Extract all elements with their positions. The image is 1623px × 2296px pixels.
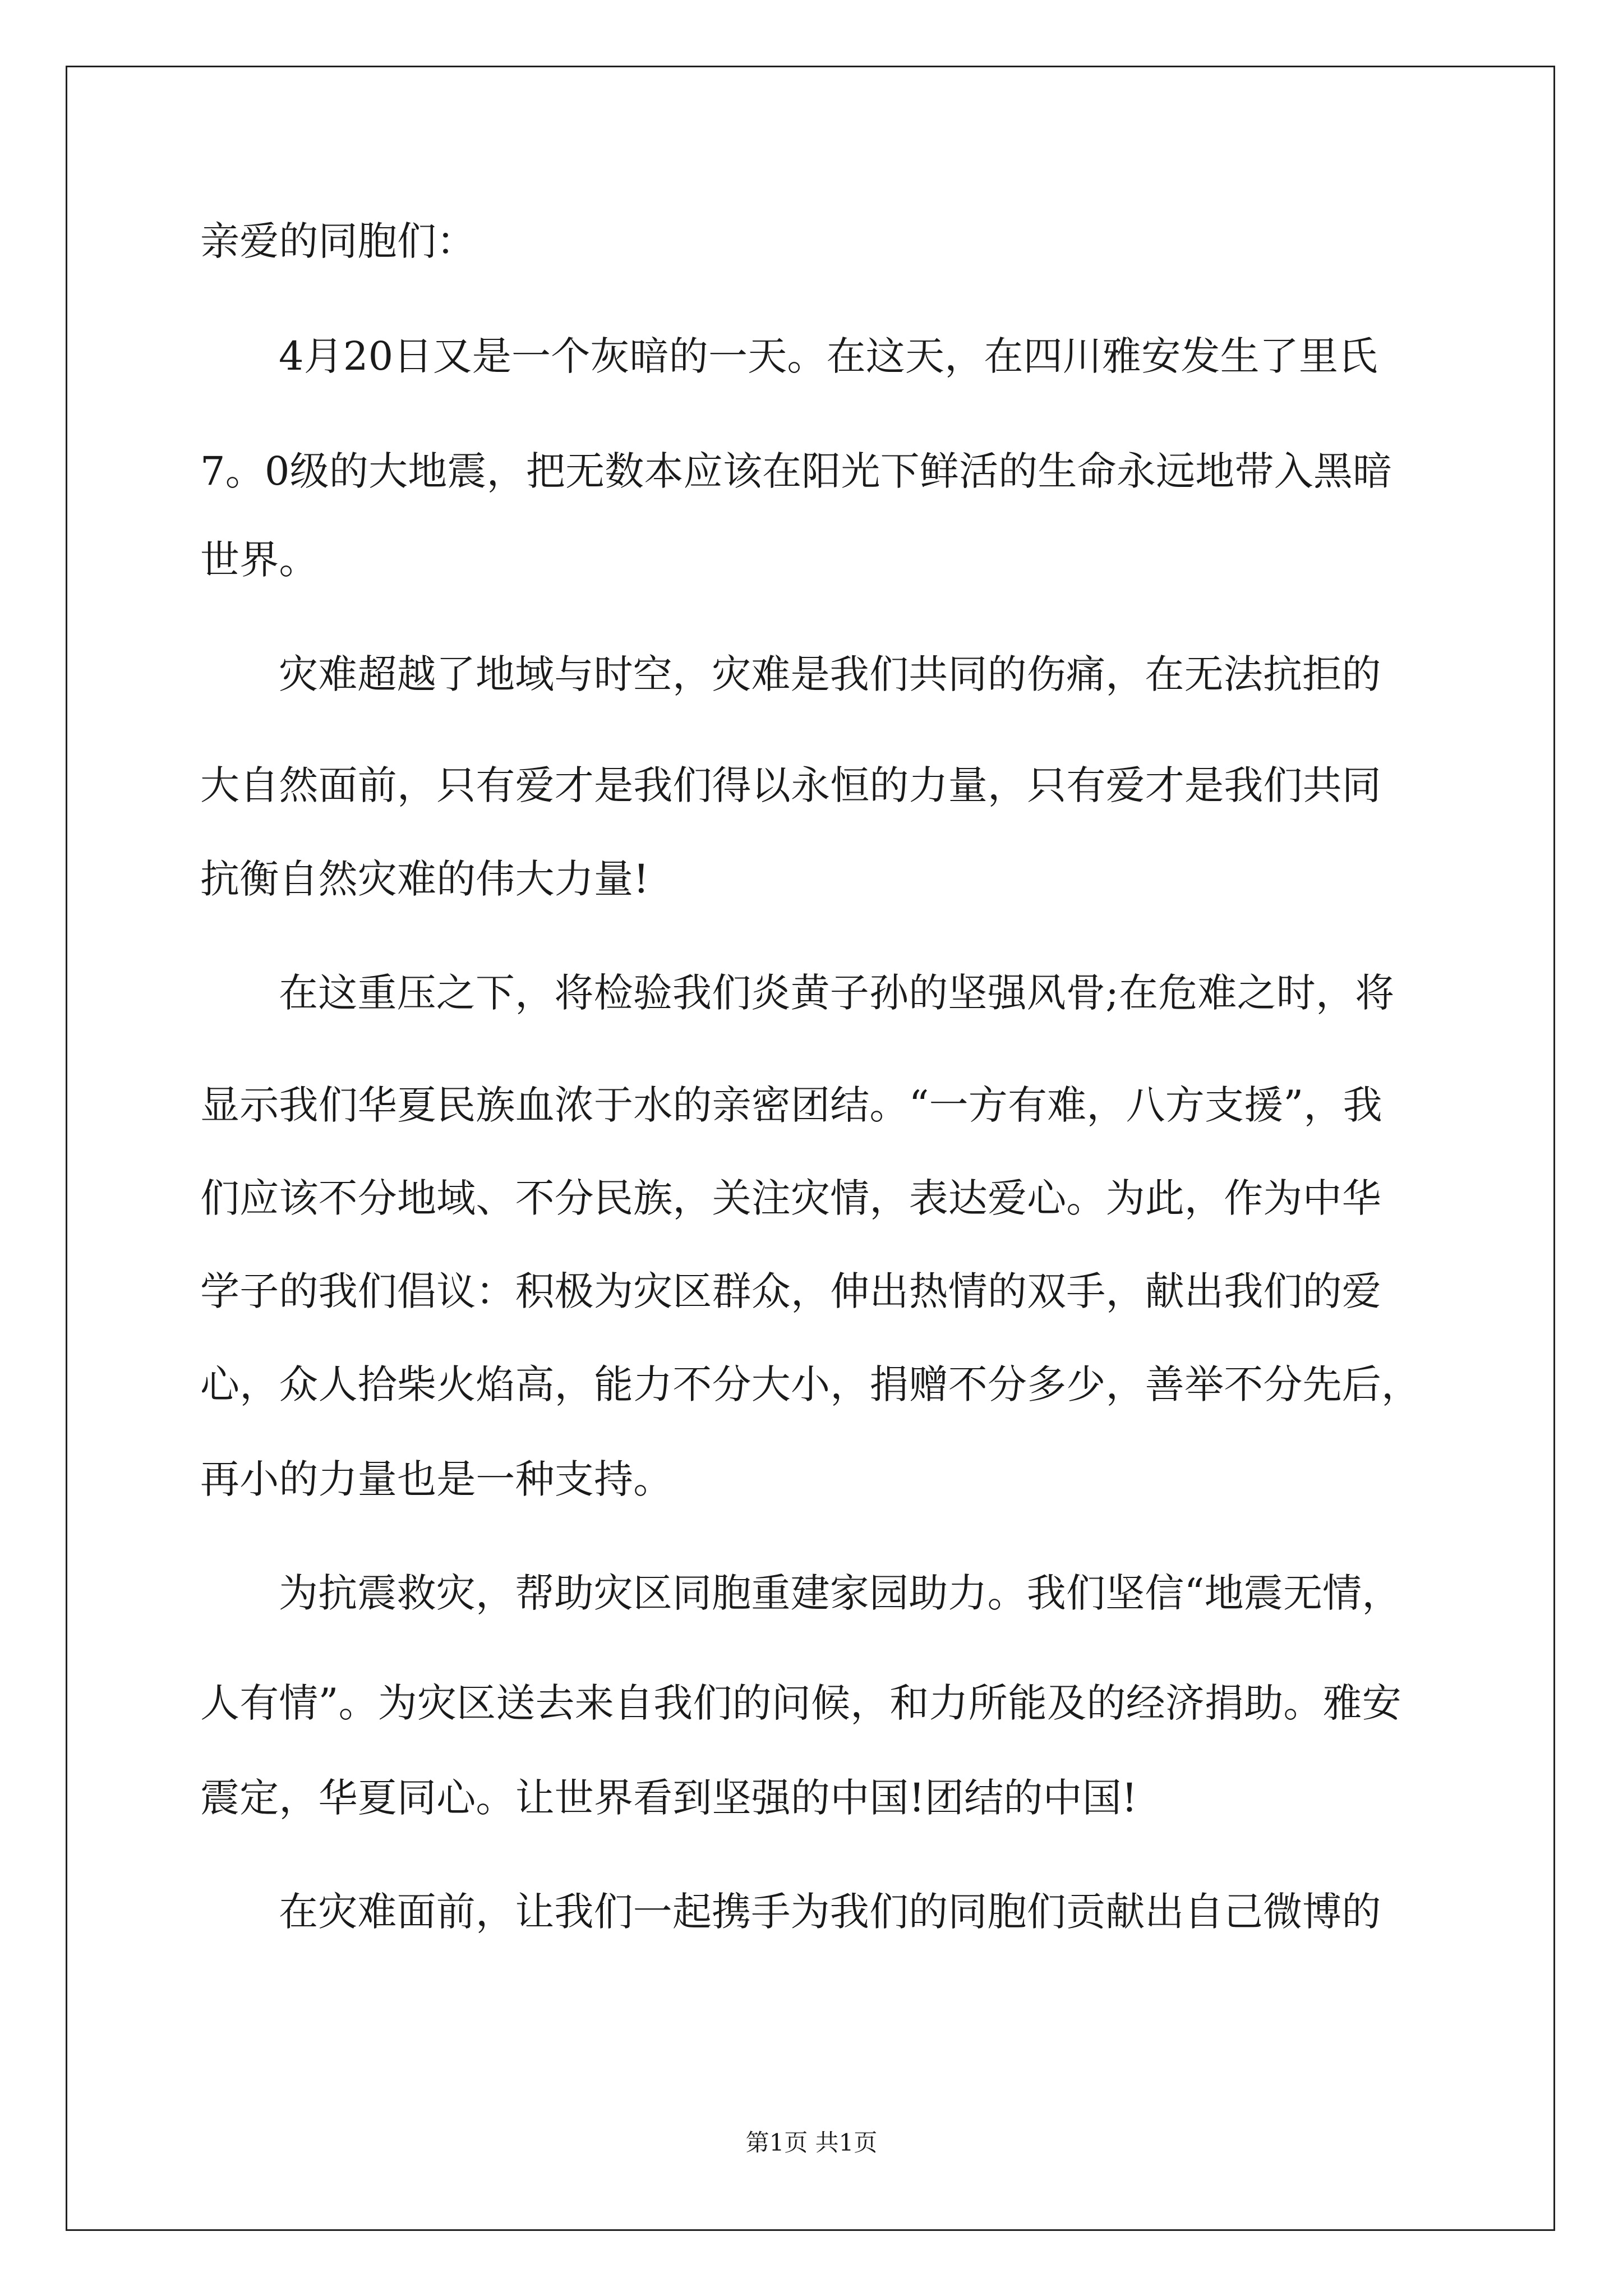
- paragraph-4-line-1: 为抗震救灾，帮助灾区同胞重建家园助力。我们坚信“地震无情，: [279, 1570, 1401, 1616]
- paragraph-2-line-1: 灾难超越了地域与时空，灾难是我们共同的伤痛，在无法抗拒的: [279, 651, 1381, 697]
- paragraph-1-line-2: 7。0级的大地震，把无数本应该在阳光下鲜活的生命永远地带入黑暗: [200, 448, 1393, 494]
- paragraph-4-line-3: 震定，华夏同心。让世界看到坚强的中国!团结的中国!: [200, 1775, 1138, 1821]
- paragraph-3-line-2: 显示我们华夏民族血浓于水的亲密团结。“一方有难，八方支援”，我: [200, 1082, 1382, 1128]
- paragraph-3-line-4: 学子的我们倡议：积极为灾区群众，伸出热情的双手，献出我们的爱: [200, 1268, 1381, 1314]
- salutation: 亲爱的同胞们：: [200, 218, 476, 264]
- paragraph-3-line-6: 再小的力量也是一种支持。: [200, 1456, 673, 1502]
- paragraph-2-line-3: 抗衡自然灾难的伟大力量!: [200, 856, 649, 902]
- paragraph-1-line-1: 4月20日又是一个灰暗的一天。在这天，在四川雅安发生了里氏: [279, 333, 1378, 379]
- paragraph-1-line-3: 世界。: [200, 537, 319, 583]
- paragraph-2-line-2: 大自然面前，只有爱才是我们得以永恒的力量，只有爱才是我们共同: [200, 762, 1381, 808]
- paragraph-3-line-1: 在这重压之下，将检验我们炎黄子孙的坚强风骨;在危难之时，将: [279, 970, 1395, 1016]
- page-number: 第1页 共1页: [745, 2129, 878, 2156]
- paragraph-4-line-2: 人有情”。为灾区送去来自我们的问候，和力所能及的经济捐助。雅安: [200, 1680, 1401, 1726]
- paragraph-5-line-1: 在灾难面前，让我们一起携手为我们的同胞们贡献出自己微博的: [279, 1889, 1381, 1935]
- paragraph-3-line-5: 心，众人拾柴火焰高，能力不分大小，捐赠不分多少，善举不分先后，: [200, 1361, 1421, 1407]
- paragraph-3-line-3: 们应该不分地域、不分民族，关注灾情，表达爱心。为此，作为中华: [200, 1175, 1381, 1221]
